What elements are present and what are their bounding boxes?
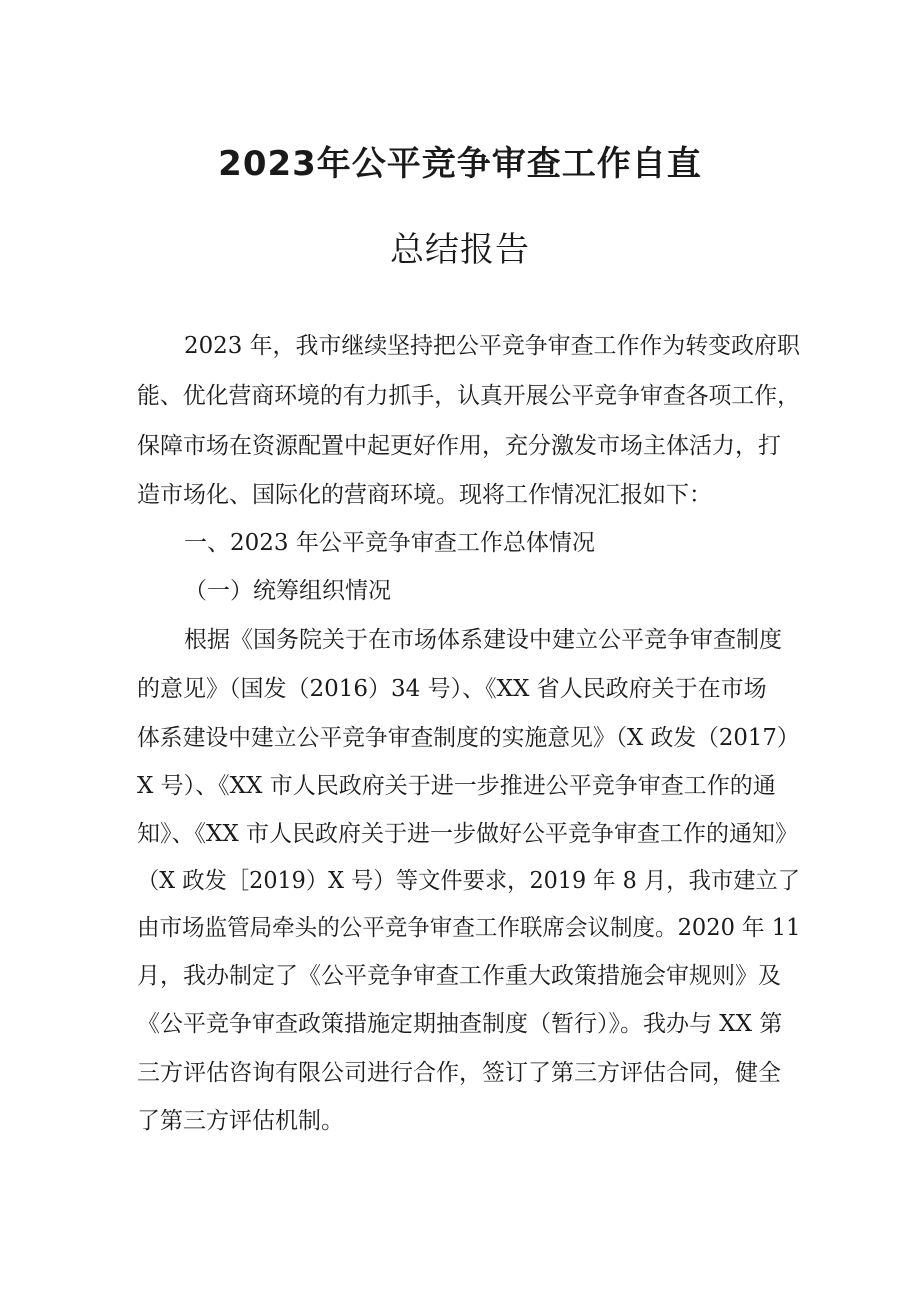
subsection-heading: （一）统筹组织情况	[184, 578, 391, 604]
paragraph-line: 能、优化营商环境的有力抓手，认真开展公平竞争审查各项工作，	[137, 383, 800, 409]
paragraph-line: （X 政发［2019）X 号）等文件要求，2019 年 8 月，我市建立了	[137, 868, 801, 894]
paragraph-line: 保障市场在资源配置中起更好作用，充分激发市场主体活力，打	[137, 433, 781, 459]
section-heading: 一、2023 年公平竞争审查工作总体情况	[184, 530, 595, 556]
paragraph-line: X 号）、《XX 市人民政府关于进一步推进公平竞争审查工作的通	[137, 773, 776, 799]
paragraph-line: 月，我办制定了《公平竞争审查工作重大政策措施会审规则》及	[137, 963, 781, 989]
paragraph-line: 《公平竞争审查政策措施定期抽查制度（暂行）》。我办与 XX 第	[137, 1011, 783, 1037]
paragraph-line: 三方评估咨询有限公司进行合作，签订了第三方评估合同，健全	[137, 1060, 781, 1086]
paragraph-line: 的意见》（国发（2016）34 号）、《XX 省人民政府关于在市场	[137, 676, 767, 702]
paragraph-line: 了第三方评估机制。	[137, 1108, 344, 1134]
document-title-line-1: 2023年公平竞争审查工作自直	[218, 144, 702, 184]
paragraph-line: 体系建设中建立公平竞争审查制度的实施意见》（X 政发（2017）	[137, 725, 800, 751]
paragraph-line: 2023 年，我市继续坚持把公平竞争审查工作作为转变政府职	[184, 333, 800, 359]
paragraph-line: 根据《国务院关于在市场体系建设中建立公平竞争审查制度	[184, 627, 782, 653]
document-title-line-2: 总结报告	[390, 230, 530, 270]
paragraph-line: 由市场监管局牵头的公平竞争审查工作联席会议制度。2020 年 11	[137, 915, 801, 941]
paragraph-line: 知》、《XX 市人民政府关于进一步做好公平竞争审查工作的通知》	[137, 821, 799, 847]
paragraph-line: 造市场化、国际化的营商环境。现将工作情况汇报如下：	[137, 482, 712, 508]
